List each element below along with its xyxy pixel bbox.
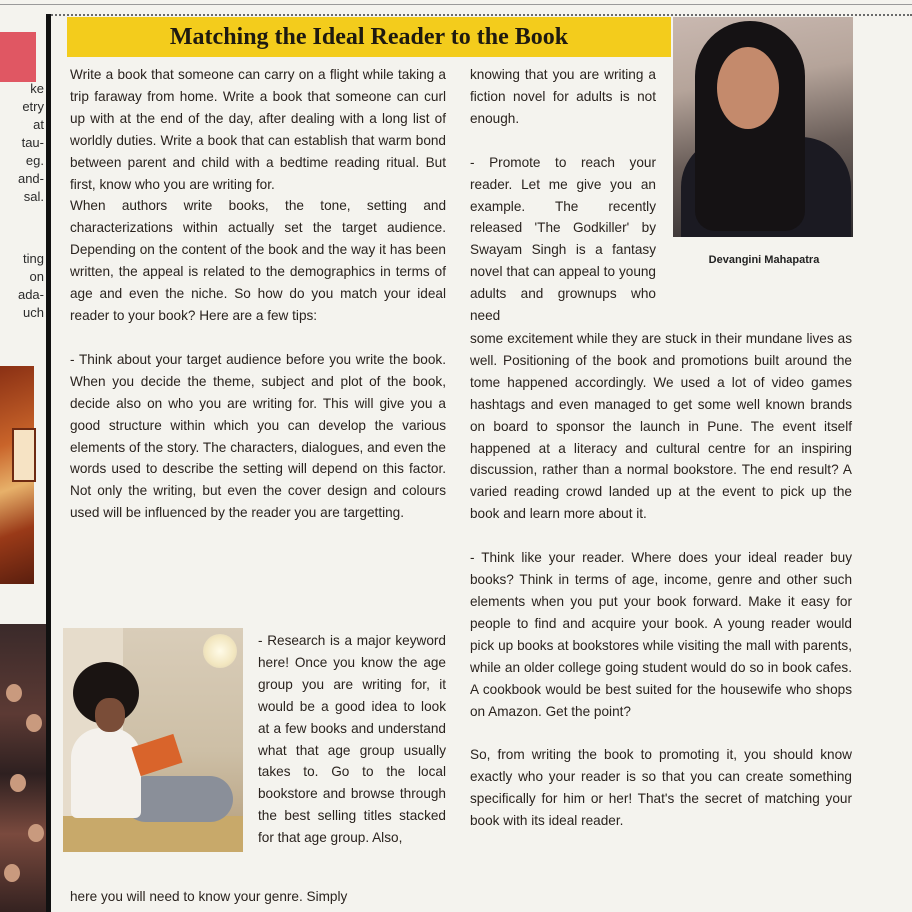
paragraph-gap — [470, 722, 852, 744]
article-column-2-top — [470, 64, 656, 327]
strip-text-line: eg. — [25, 153, 44, 168]
strip-text-line: at — [33, 117, 44, 132]
paragraph-gap — [470, 525, 852, 547]
strip-text-line: on — [29, 269, 44, 284]
strip-text-line: ting — [23, 251, 44, 266]
strip-text-block-1 — [0, 80, 44, 206]
article-paragraph: - Think like your reader. Where does your ideal reader buy books? Think in terms of age, income, genre and other such elements when you put your book forward. Make it easy for people to find and acquire your book. A young reader would pick up books at bookstores while visiting the mall with parents, while an older college going student would do so in book cafes. A cookbook would be best suited for the housewife who shops on Amazon. Get the point? — [470, 550, 852, 719]
page-top-rule — [0, 0, 912, 16]
strip-text-line: ada- — [17, 287, 44, 302]
column-divider — [46, 14, 51, 912]
article-column-1 — [70, 64, 446, 524]
red-header-bar — [0, 32, 36, 82]
research-tip: - Research is a major keyword here! Once you know the age group you are writing for, it would be a good idea to look at a few books and understand what that age group usually takes to. Go to the local bookstore and browse through the best selling titles stacked for that age group. Also, — [258, 633, 446, 846]
fiction-note: knowing that you are writing a fiction novel for adults is not enough. — [470, 67, 656, 126]
strip-text-line: ke — [30, 81, 44, 96]
strip-text-line: etry — [22, 99, 44, 114]
article-column-1-last-line — [70, 886, 446, 908]
strip-photo-crowd — [0, 624, 48, 912]
headline-banner — [67, 17, 671, 57]
article-paragraph: When authors write books, the tone, setting and characterizations within actually set the target audience. Depending on the content of the book and the way it has been written, the appeal is related to the demographics in terms of age and even the niche. So how do you match your ideal reader to your book? Here are a few tips: — [70, 198, 446, 323]
strip-text-line: uch — [23, 305, 44, 320]
paragraph-gap — [70, 327, 446, 349]
genre-line: here you will need to know your genre. Simply — [70, 889, 348, 904]
photo-caption: Devangini Mahapatra — [708, 254, 820, 266]
strip-text-block-2 — [0, 250, 44, 322]
strip-text-line: sal. — [23, 189, 44, 204]
promote-tip: - Promote to reach your reader. Let me give you an example. The recently released 'The Godkiller' by Swayam Singh is a fantasy novel that can appeal to young adults and grownups who need — [470, 154, 656, 324]
strip-text-line: and- — [17, 171, 44, 186]
author-photo — [673, 17, 853, 237]
strip-photo-interior — [0, 366, 34, 584]
headline: Matching the Ideal Reader to the Book — [169, 23, 569, 50]
article-column-2 — [470, 328, 852, 832]
article-column-1-continued — [258, 630, 446, 849]
article-paragraph: - Think about your target audience before you write the book. When you decide the theme, subject and plot of the book, decide also on who you are writing for. This will give you a good structure within which you can develop the various elements of the story. The characters, dialogues, and even the words used to describe the setting will depend on this factor. Not only the writing, but even the cover design and colours used will be influenced by the reader you are targetting. — [70, 351, 446, 521]
article-paragraph: some excitement while they are stuck in their mundane lives as well. Positioning of the book and promotions built around the tome happened accordingly. We used a lot of video games hashtags and even managed to get some well known brands on board to sponsor the launch in Pune. The event itself happened at a literacy and cultural centre for an inspiring discussion, rather than a normal bookstore. The end result? A varied reading crowd landed up at the event to pick up the book and learn more about it. — [470, 331, 852, 522]
article-paragraph: So, from writing the book to promoting it, you should know exactly who your reader is so that you can create something specifically for him or her! That's the secret of matching your book with its ideal reader. — [470, 747, 852, 829]
reader-photo — [63, 628, 243, 852]
strip-text-line: tau- — [21, 135, 44, 150]
article-paragraph: Write a book that someone can carry on a flight while taking a trip faraway from home. Write a book that someone can curl up with at the end of the day, after dealing with a long list of worldly duties. Write a book that can establish that warm bond between parent and child with a bedtime reading ritual. But first, know who you are writing for. — [70, 67, 446, 192]
previous-article-strip — [0, 14, 48, 912]
